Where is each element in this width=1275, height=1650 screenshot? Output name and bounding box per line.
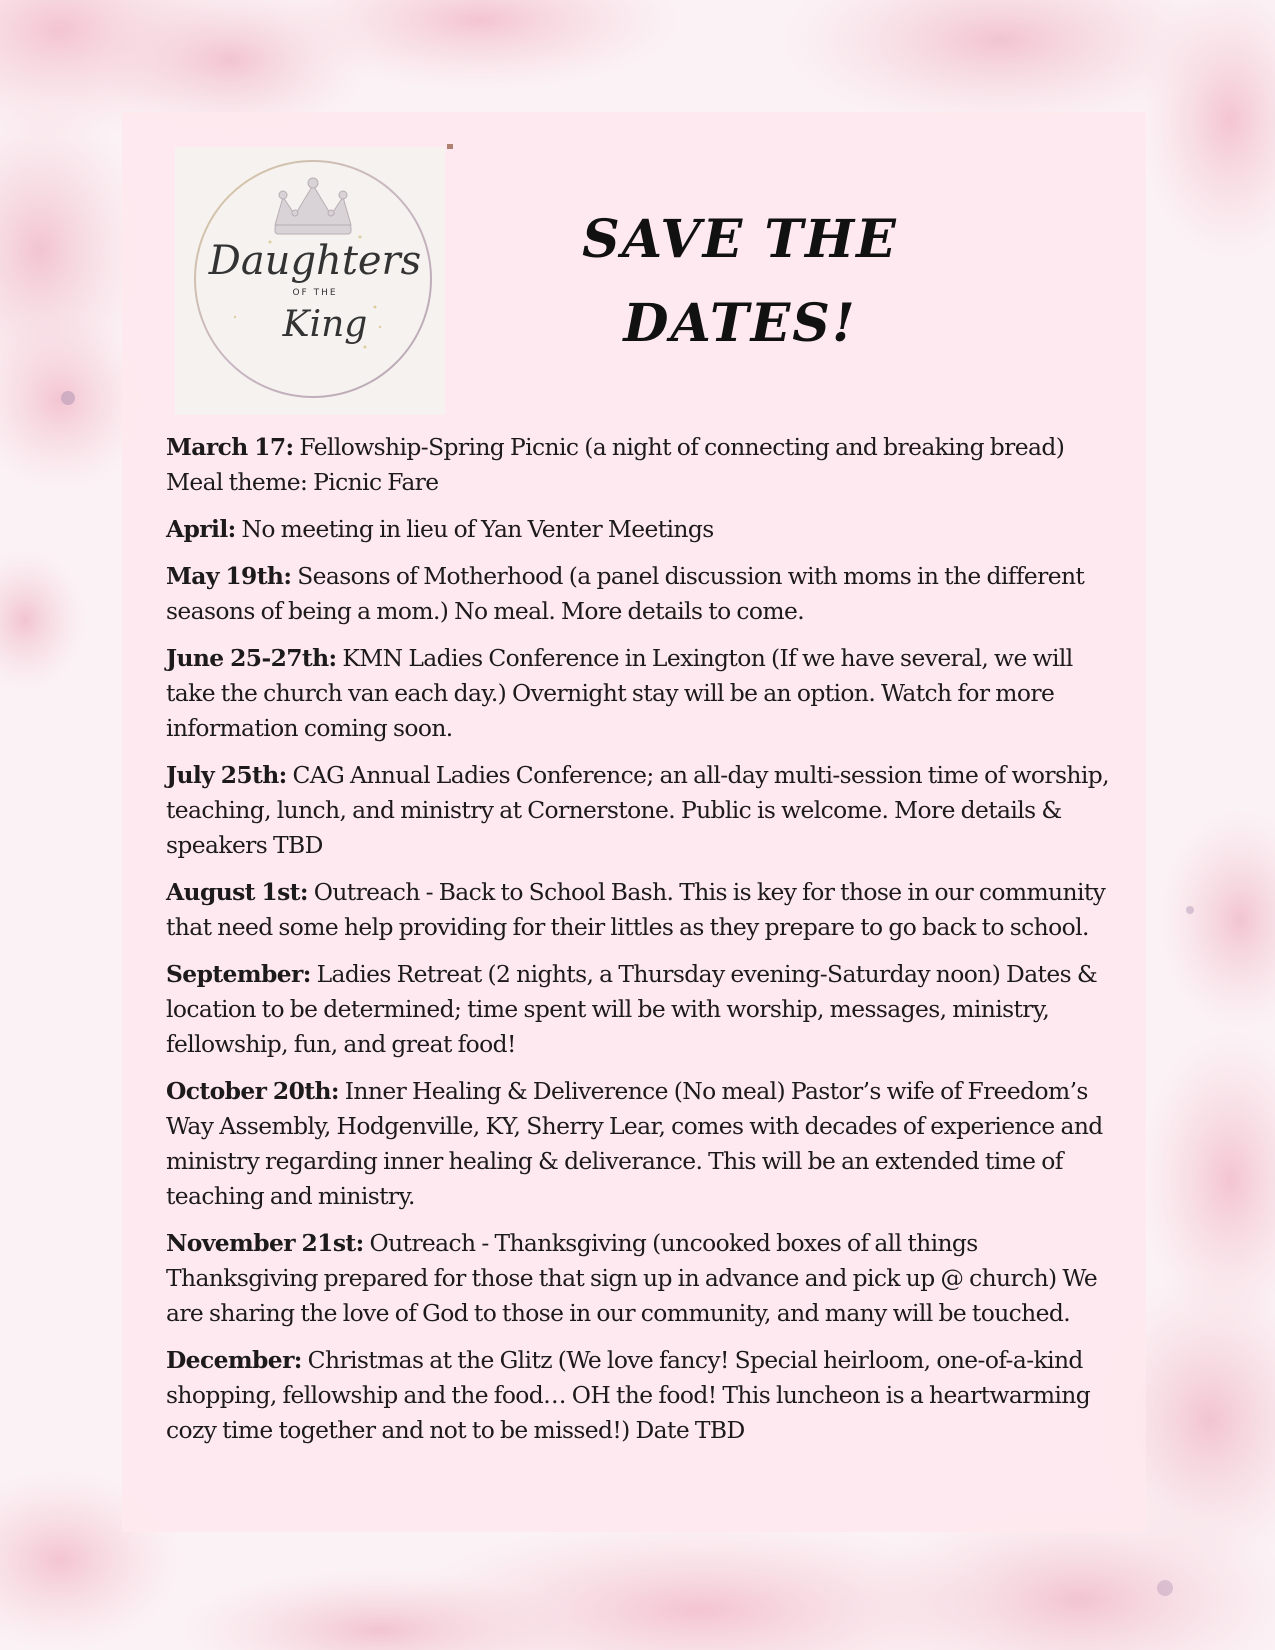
event-date: September:	[166, 960, 311, 988]
logo-text-of-the: OF THE	[292, 288, 338, 298]
event-item	[166, 1226, 1126, 1331]
event-description: Ladies Retreat (2 nights, a Thursday evening-Saturday noon) Dates & location to be determined; time spent will be with worship, messages, ministry, fellowship, fun, and great food!	[166, 960, 1098, 1058]
event-description: CAG Annual Ladies Conference; an all-day multi-session time of worship, teaching, lunch, and ministry at Cornerstone. Public is welcome. More details & speakers TBD	[166, 761, 1109, 859]
event-date: July 25th:	[166, 761, 287, 789]
logo-text-king: King	[282, 304, 368, 345]
event-description: Seasons of Motherhood (a panel discussion with moms in the different seasons of being a mom.) No meal. More details to come.	[166, 562, 1085, 625]
event-description: No meeting in lieu of Yan Venter Meetings	[235, 515, 714, 543]
title-line-1: SAVE THE	[582, 209, 898, 270]
event-date: April:	[166, 515, 236, 543]
event-description: Outreach - Back to School Bash. This is key for those in our community that need some help providing for their littles as they prepare to go back to school.	[166, 878, 1106, 941]
event-description: Inner Healing & Deliverence (No meal) Pastor’s wife of Freedom’s Way Assembly, Hodgenville, KY, Sherry Lear, comes with decades of experience and ministry regarding inner healing & deliverance. This will be an extended time of teaching and ministry.	[166, 1077, 1103, 1210]
title-line-2: DATES!	[623, 293, 857, 354]
event-description: Fellowship-Spring Picnic (a night of connecting and breaking bread) Meal theme: Picnic Fare	[166, 433, 1065, 496]
event-date: August 1st:	[166, 878, 308, 906]
event-date: May 19th:	[166, 562, 292, 590]
logo-corner-mark	[447, 144, 453, 149]
event-item	[166, 512, 1126, 547]
event-item	[166, 641, 1126, 746]
page-title	[540, 198, 940, 366]
event-date: October 20th:	[166, 1077, 339, 1105]
event-date: December:	[166, 1346, 302, 1374]
daughters-of-the-king-logo	[175, 147, 445, 415]
logo-text-daughters: Daughters	[208, 238, 422, 284]
event-description: KMN Ladies Conference in Lexington (If we have several, we will take the church van each day.) Overnight stay will be an option. Watch for more information coming soon.	[166, 644, 1073, 742]
event-item	[166, 758, 1126, 863]
event-item	[166, 1074, 1126, 1214]
event-description: Christmas at the Glitz (We love fancy! Special heirloom, one-of-a-kind shopping, fellowship and the food… OH the food! This luncheon is a heartwarming cozy time together and not to be missed!) Date TBD	[166, 1346, 1091, 1444]
event-item	[166, 430, 1126, 500]
event-description: Outreach - Thanksgiving (uncooked boxes of all things Thanksgiving prepared for those that sign up in advance and pick up @ church) We are sharing the love of God to those in our community, and many will be touched.	[166, 1229, 1098, 1327]
event-item	[166, 559, 1126, 629]
event-date: March 17:	[166, 433, 294, 461]
event-date: June 25-27th:	[166, 644, 337, 672]
event-item	[166, 1343, 1126, 1448]
event-date: November 21st:	[166, 1229, 364, 1257]
events-list	[166, 430, 1126, 1460]
event-item	[166, 875, 1126, 945]
event-item	[166, 957, 1126, 1062]
